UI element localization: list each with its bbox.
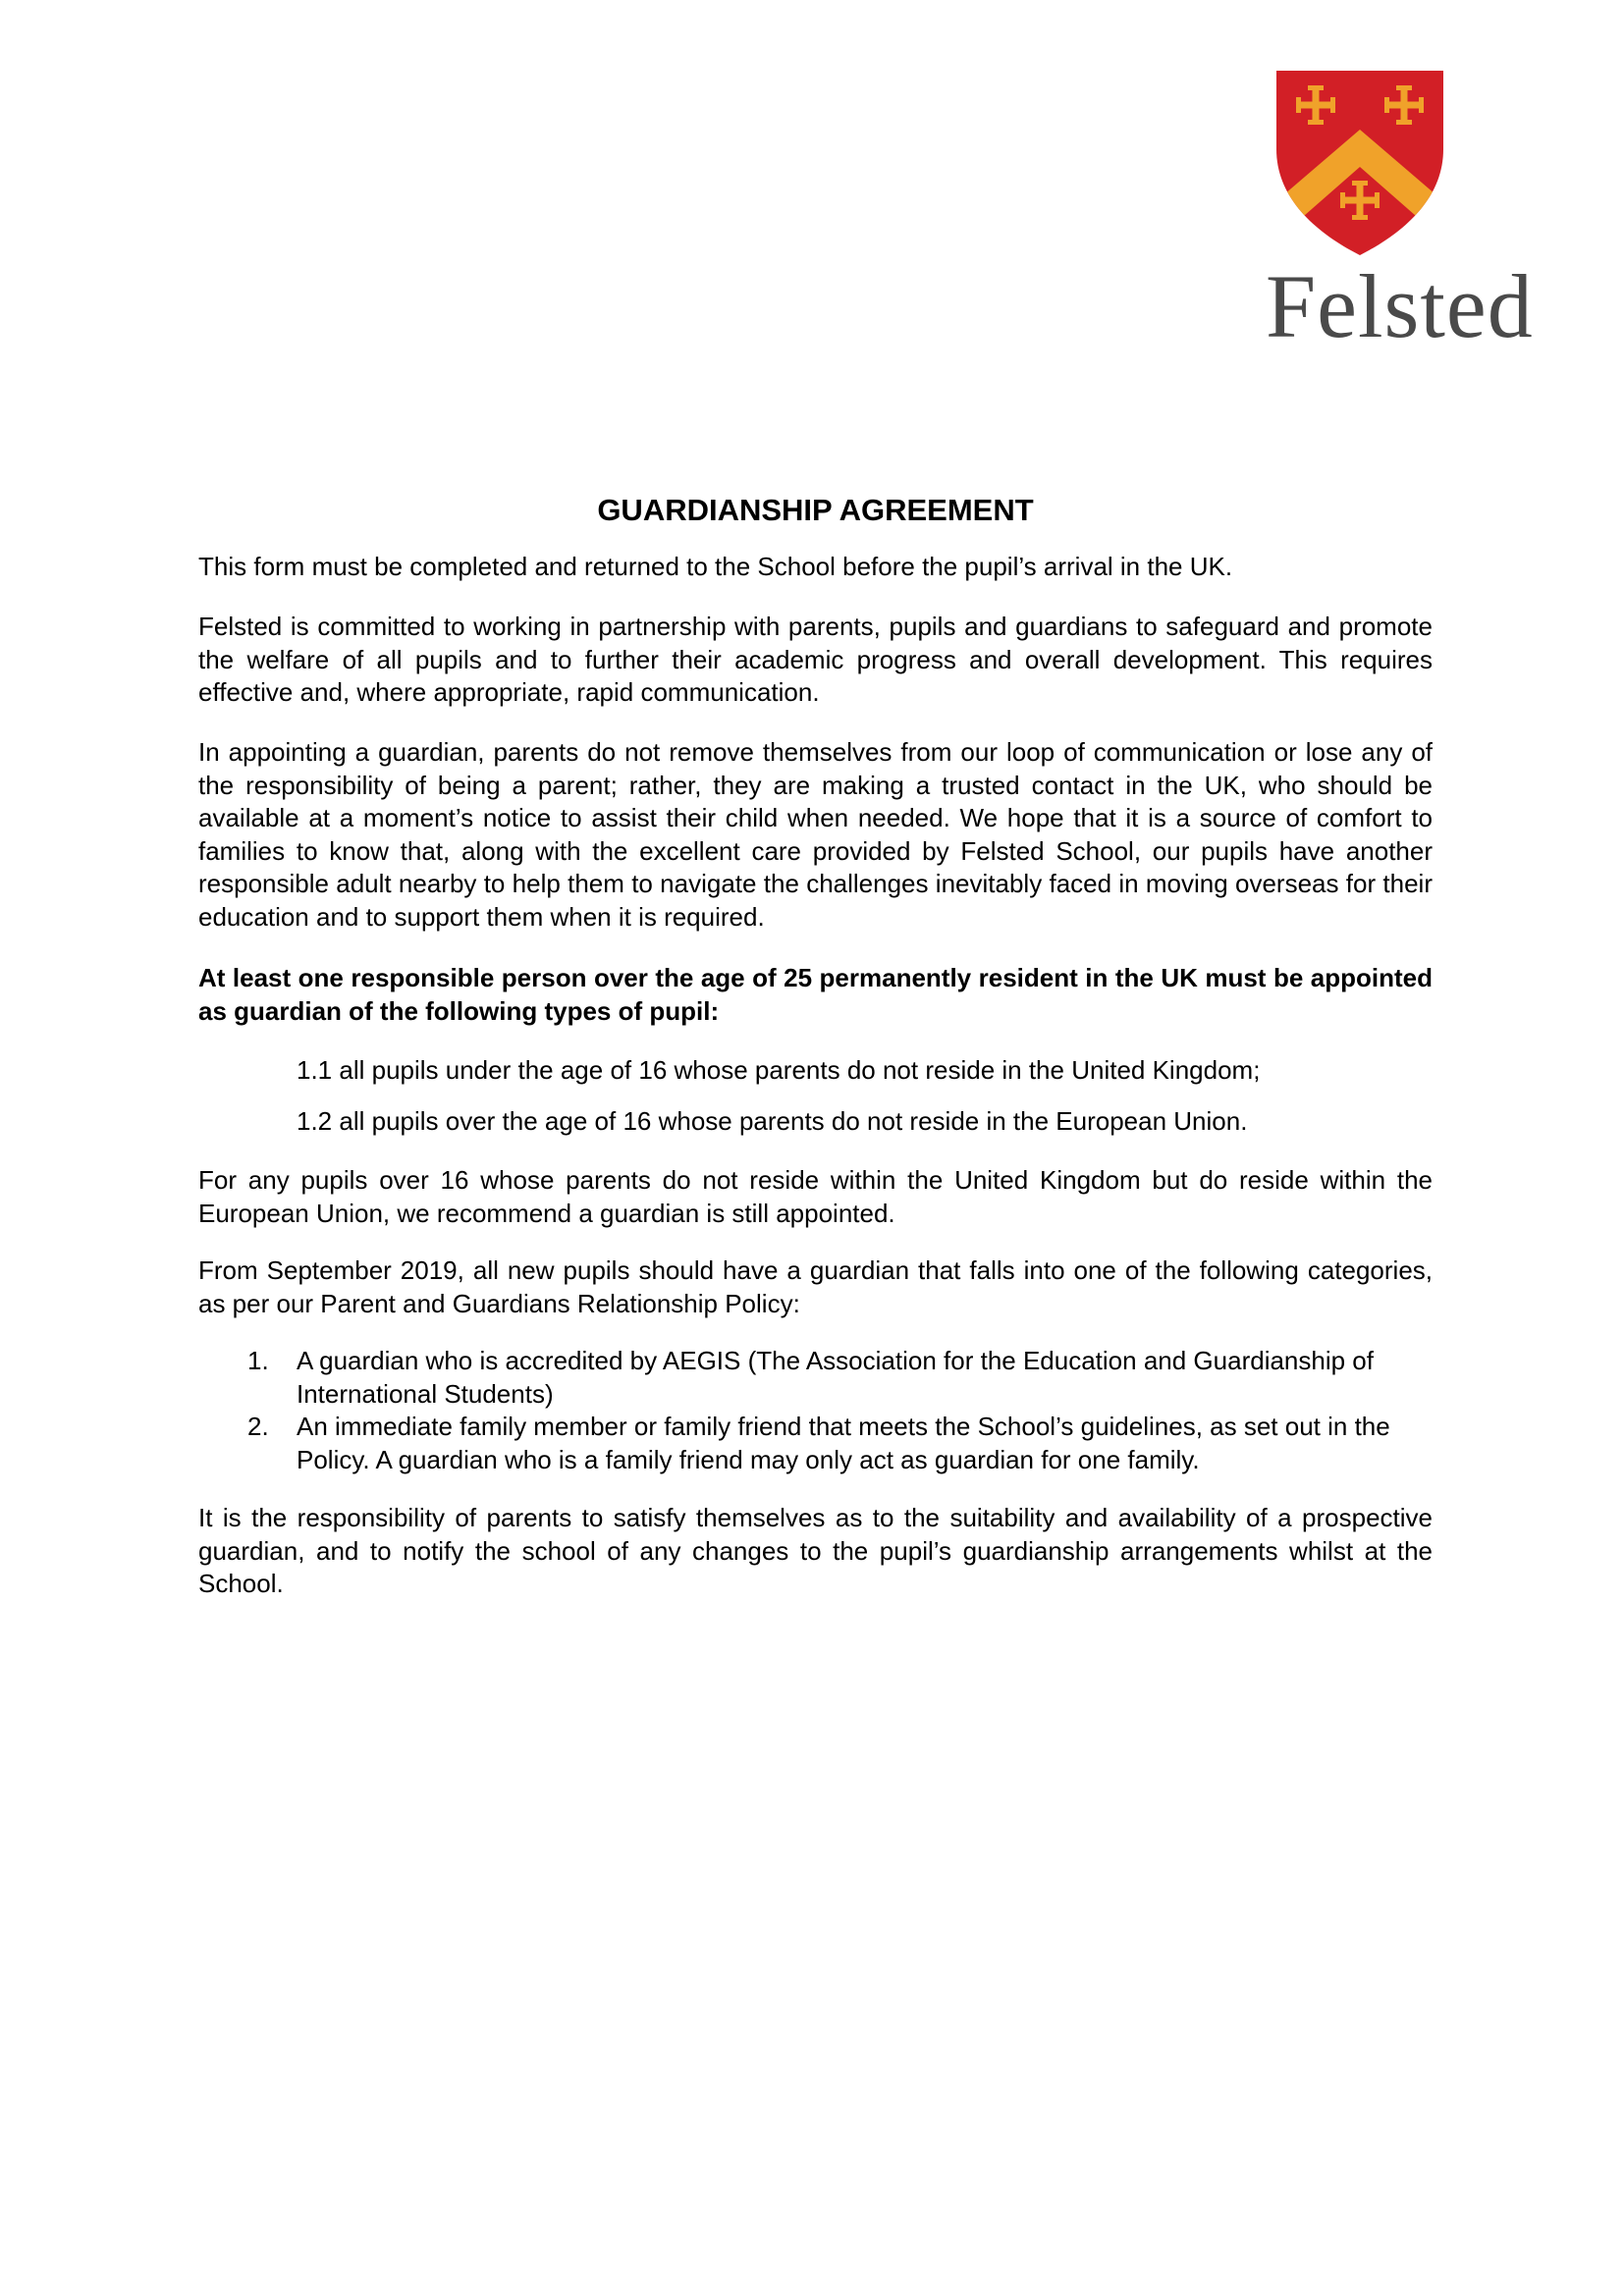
requirement-item-1-2: 1.2 all pupils over the age of 16 whose parents do not reside in the European Union.: [297, 1106, 1248, 1136]
category-list-item: [247, 1411, 1433, 1476]
parental-responsibility-paragraph: It is the responsibility of parents to satisfy themselves as to the suitability and availability of a prospective guardian, and to notify the school of any changes to the pupil’s guardianship arrangements whilst at the School.: [198, 1503, 1433, 1598]
guardian-requirement-paragraph: At least one responsible person over the age of 25 permanently resident in the UK must be appointed as guardian of the following types of pupil:: [198, 963, 1433, 1026]
appointing-guardian-paragraph: In appointing a guardian, parents do not remove themselves from our loop of communication or lose any of the responsibility of being a parent; rather, they are making a trusted contact in the UK, who should be available at a moment’s notice to assist their child when needed. We hope that it is a source of comfort to families to know that, along with the excellent care provided by Felsted School, our pupils have another responsible adult nearby to help them to navigate the challenges inevitably faced in moving overseas for their education and to support them when it is required.: [198, 737, 1433, 932]
categories-paragraph: From September 2019, all new pupils should have a guardian that falls into one of the following categories, as per our Parent and Guardians Relationship Policy:: [198, 1255, 1433, 1318]
category-list-item: [247, 1345, 1433, 1411]
list-item-text: A guardian who is accredited by AEGIS (The Association for the Education and Guardianship of International Students): [297, 1346, 1374, 1409]
requirement-item-1-1: 1.1 all pupils under the age of 16 whose parents do not reside in the United Kingdom;: [297, 1055, 1261, 1085]
list-number: 2.: [247, 1412, 269, 1441]
intro-paragraph: This form must be completed and returned to the School before the pupil’s arrival in the UK.: [198, 552, 1233, 581]
eu-recommendation-paragraph: For any pupils over 16 whose parents do not reside within the United Kingdom but do reside within the European Union, we recommend a guardian is still appointed.: [198, 1165, 1433, 1228]
felsted-wordmark: Felsted: [1266, 256, 1534, 356]
shield-icon: [1267, 61, 1453, 257]
document-title: GUARDIANSHIP AGREEMENT: [597, 493, 1034, 527]
list-item-text: An immediate family member or family friend that meets the School’s guidelines, as set out in the Policy. A guardian who is a family friend may only act as guardian for one family.: [297, 1412, 1390, 1474]
list-number: 1.: [247, 1346, 269, 1375]
commitment-paragraph: Felsted is committed to working in partnership with parents, pupils and guardians to safeguard and promote the welfare of all pupils and to further their academic progress and overall development. This requires effective and, where appropriate, rapid communication.: [198, 612, 1433, 707]
